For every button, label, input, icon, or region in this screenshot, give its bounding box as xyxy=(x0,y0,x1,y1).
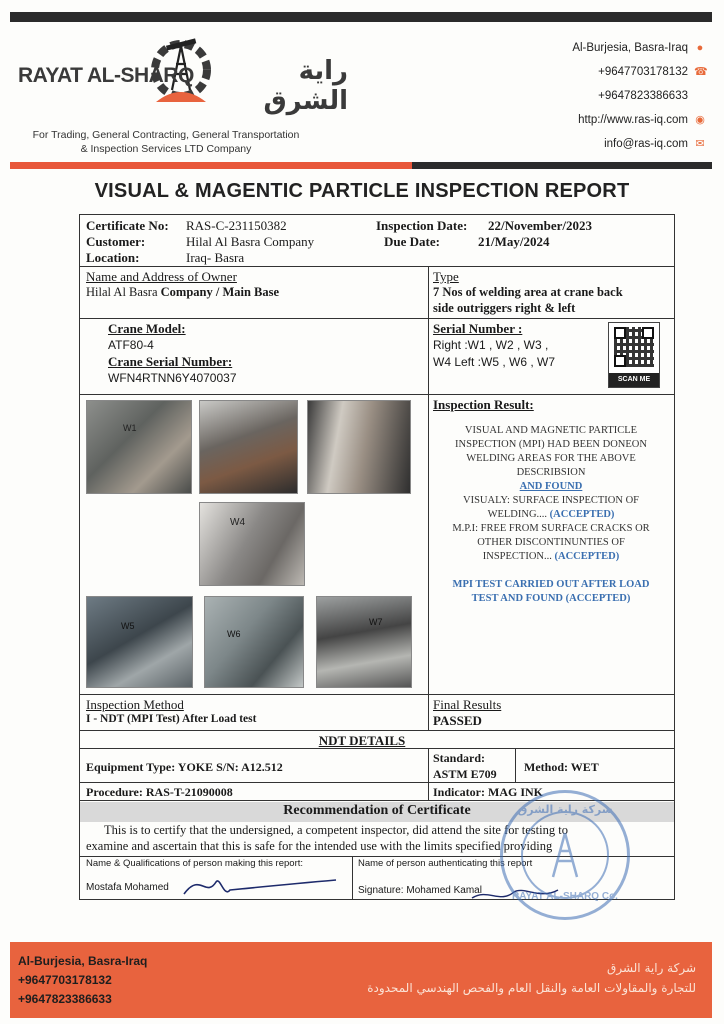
inspection-result-text xyxy=(433,424,669,606)
tagline-line-2: & Inspection Services LTD Company xyxy=(80,143,252,155)
ndt-standard-value: ASTM E709 xyxy=(433,767,497,781)
rule-after-equipment xyxy=(80,782,674,783)
recommendation-line-2: examine and ascertain that this is safe for the intended use with the limits specified providing xyxy=(86,839,553,853)
crane-model-label: Crane Model: xyxy=(108,321,186,336)
recommendation-line-1: This is to certify that the undersigned, a competent inspector, did attend the site for testing to xyxy=(104,823,568,837)
footer-contact xyxy=(18,952,147,1009)
rule-after-crane xyxy=(80,394,674,395)
crane-serial-label: Crane Serial Number: xyxy=(108,354,233,369)
result-line-9 xyxy=(433,550,669,564)
certificate-label: Certificate No: xyxy=(86,218,169,233)
divider-signatures xyxy=(352,856,353,900)
result-line-4: DESCRIBSION xyxy=(516,467,586,478)
inspection-result-label: Inspection Result: xyxy=(433,397,534,412)
result-line-6 xyxy=(433,508,669,522)
ndt-indicator: Indicator: MAG INK xyxy=(433,785,543,799)
signature-right-label: Name of person authenticating this report xyxy=(358,858,533,869)
due-date-value: 21/May/2024 xyxy=(478,234,550,249)
phone-icon: ☎ xyxy=(694,66,708,78)
crane-model-value: ATF80-4 xyxy=(108,338,154,352)
header-top-bar xyxy=(10,12,712,22)
inspection-method-value: I - NDT (MPI Test) After Load test xyxy=(86,713,257,725)
certificate-value: RAS-C-231150382 xyxy=(186,218,287,233)
tagline-line-1: For Trading, General Contracting, General Transportation xyxy=(32,129,300,141)
company-tagline xyxy=(18,128,314,156)
contact-address xyxy=(506,36,706,60)
mpi-load-line-1: MPI TEST CARRIED OUT AFTER LOAD xyxy=(452,579,650,590)
weld-photo-w6 xyxy=(204,596,304,688)
weld-mark-w4: W4 xyxy=(230,517,245,528)
weld-photo-w1 xyxy=(86,400,192,494)
customer-label: Customer: xyxy=(86,234,146,249)
crane-serial-value: WFN4RTNN6Y4070037 xyxy=(108,371,237,385)
result-line-2: INSPECTION (MPI) HAD BEEN DONEON xyxy=(455,439,647,450)
weld-photo-w7 xyxy=(316,596,412,688)
signature-left-name: Mostafa Mohamed xyxy=(86,882,169,893)
contact-email-text: info@ras-iq.com xyxy=(604,138,688,150)
ndt-procedure: Procedure: RAS-T-21090008 xyxy=(86,785,233,799)
qr-finder-top-right xyxy=(642,327,654,339)
weld-photo-w2 xyxy=(199,400,298,494)
footer-bar xyxy=(10,942,712,1018)
result-line-1: VISUAL AND MAGNETIC PARTICLE xyxy=(464,425,638,436)
serial-number-label: Serial Number : xyxy=(433,321,523,336)
location-pin-icon: ● xyxy=(696,42,704,54)
serial-number-line-1: Right :W1 , W2 , W3 , xyxy=(433,338,549,352)
company-logo xyxy=(18,30,348,126)
result-line-9-text: INSPECTION... xyxy=(482,551,555,562)
mpi-load-line-2: TEST AND FOUND (ACCEPTED) xyxy=(471,593,631,604)
weld-mark-w1: W1 xyxy=(123,423,137,433)
footer-arabic-line-1: شركة راية الشرق xyxy=(607,961,696,975)
qr-scan-label: SCAN ME xyxy=(609,373,659,387)
serial-number-line-2: W4 Left :W5 , W6 , W7 xyxy=(433,355,556,369)
divider-main xyxy=(428,266,429,730)
result-spacer xyxy=(433,564,669,578)
header-contact xyxy=(506,36,706,156)
accepted-badge-mpi: (ACCEPTED) xyxy=(554,551,620,562)
final-results-value: PASSED xyxy=(433,713,482,728)
location-label: Location: xyxy=(86,250,140,265)
signature-left-label: Name & Qualifications of person making this report: xyxy=(86,858,304,869)
inspection-method-label: Inspection Method xyxy=(86,697,184,712)
customer-value: Hilal Al Basra Company xyxy=(186,234,315,249)
recommendation-heading: Recommendation of Certificate xyxy=(283,803,471,818)
owner-value-plain: Hilal Al Basra xyxy=(86,285,161,299)
ndt-standard-label: Standard: xyxy=(433,751,486,765)
qr-code[interactable] xyxy=(608,322,660,388)
header-orange-bar xyxy=(10,162,712,169)
divider-ndt-method xyxy=(515,748,516,782)
contact-website-text: http://www.ras-iq.com xyxy=(578,114,688,126)
report-title: VISUAL & MAGENTIC PARTICLE INSPECTION REPORT xyxy=(94,180,630,202)
rule-after-photos xyxy=(80,694,674,695)
ndt-details-heading: NDT DETAILS xyxy=(318,733,406,748)
signature-left-scribble xyxy=(180,868,340,902)
signature-right-name: Signature: Mohamed Kamal xyxy=(358,885,482,896)
contact-email xyxy=(506,132,706,156)
footer-arabic xyxy=(367,958,696,998)
contact-phone-2 xyxy=(506,84,706,108)
result-line-5: VISUALY: SURFACE INSPECTION OF xyxy=(462,495,640,506)
result-line-7: M.P.I: FREE FROM SURFACE CRACKS OR xyxy=(452,523,650,534)
company-stamp-seal xyxy=(500,790,630,920)
rule-after-info xyxy=(80,266,674,267)
divider-ndt xyxy=(428,748,429,800)
contact-address-text: Al-Burjesia, Basra-Iraq xyxy=(572,42,688,54)
result-line-6-text: WELDING.... xyxy=(487,509,550,520)
qr-finder-top-left xyxy=(614,327,626,339)
weld-photo-w5 xyxy=(86,596,193,688)
stamp-derrick-icon xyxy=(545,829,585,881)
qr-finder-bottom-left xyxy=(614,355,626,367)
type-line-2: side outriggers right & left xyxy=(433,301,576,315)
result-and-found: AND FOUND xyxy=(519,481,583,492)
owner-value xyxy=(86,285,279,300)
result-line-3: WELDING AREAS FOR THE ABOVE xyxy=(466,453,636,464)
rule-after-owner xyxy=(80,318,674,319)
location-value: Iraq- Basra xyxy=(186,250,245,265)
weld-mark-w7: W7 xyxy=(369,617,383,627)
contact-phone-2-text: +9647823386633 xyxy=(598,90,688,102)
footer-address: Al-Burjesia, Basra-Iraq xyxy=(18,954,148,968)
inspection-date-value: 22/November/2023 xyxy=(488,218,592,233)
inspection-date-label: Inspection Date: xyxy=(376,218,468,233)
rule-after-method xyxy=(80,730,674,731)
contact-website xyxy=(506,108,706,132)
contact-phone-1 xyxy=(506,60,706,84)
weld-photo-w3 xyxy=(307,400,411,494)
owner-value-bold: Company / Main Base xyxy=(160,285,280,299)
type-line-1: 7 Nos of welding area at crane back xyxy=(433,285,623,299)
due-date-label: Due Date: xyxy=(384,234,440,249)
accepted-badge-visual: (ACCEPTED) xyxy=(549,509,615,520)
result-line-8: OTHER DISCONTINUNTIES OF xyxy=(477,537,625,548)
footer-phone-1: +9647703178132 xyxy=(18,973,112,987)
footer-phone-2: +9647823386633 xyxy=(18,992,112,1006)
footer-arabic-line-2: للتجارة والمقاولات العامة والنقل العام والفحص الهندسي المحدودة xyxy=(367,981,696,995)
weld-mark-w6: W6 xyxy=(227,629,241,639)
logo-english-text: RAYAT AL-SHARQ xyxy=(18,64,194,87)
stamp-bottom-text: RAYAT AL-SHARQ Co. xyxy=(512,891,618,902)
weld-mark-w5: W5 xyxy=(121,621,135,631)
owner-label: Name and Address of Owner xyxy=(86,269,237,284)
stamp-top-text: شركة راية الشرق xyxy=(517,803,613,816)
final-results-label: Final Results xyxy=(433,697,502,712)
contact-phone-1-text: +9647703178132 xyxy=(598,66,688,78)
globe-icon: ◉ xyxy=(695,114,705,126)
envelope-icon: ✉ xyxy=(695,138,705,150)
weld-photo-w4 xyxy=(199,502,305,586)
ndt-method: Method: WET xyxy=(524,760,599,774)
type-label: Type xyxy=(433,269,459,284)
blank-icon-spacer xyxy=(694,90,706,102)
logo-arabic-text: راية الشرق xyxy=(263,56,348,116)
ndt-equipment: Equipment Type: YOKE S/N: A12.512 xyxy=(86,760,283,774)
